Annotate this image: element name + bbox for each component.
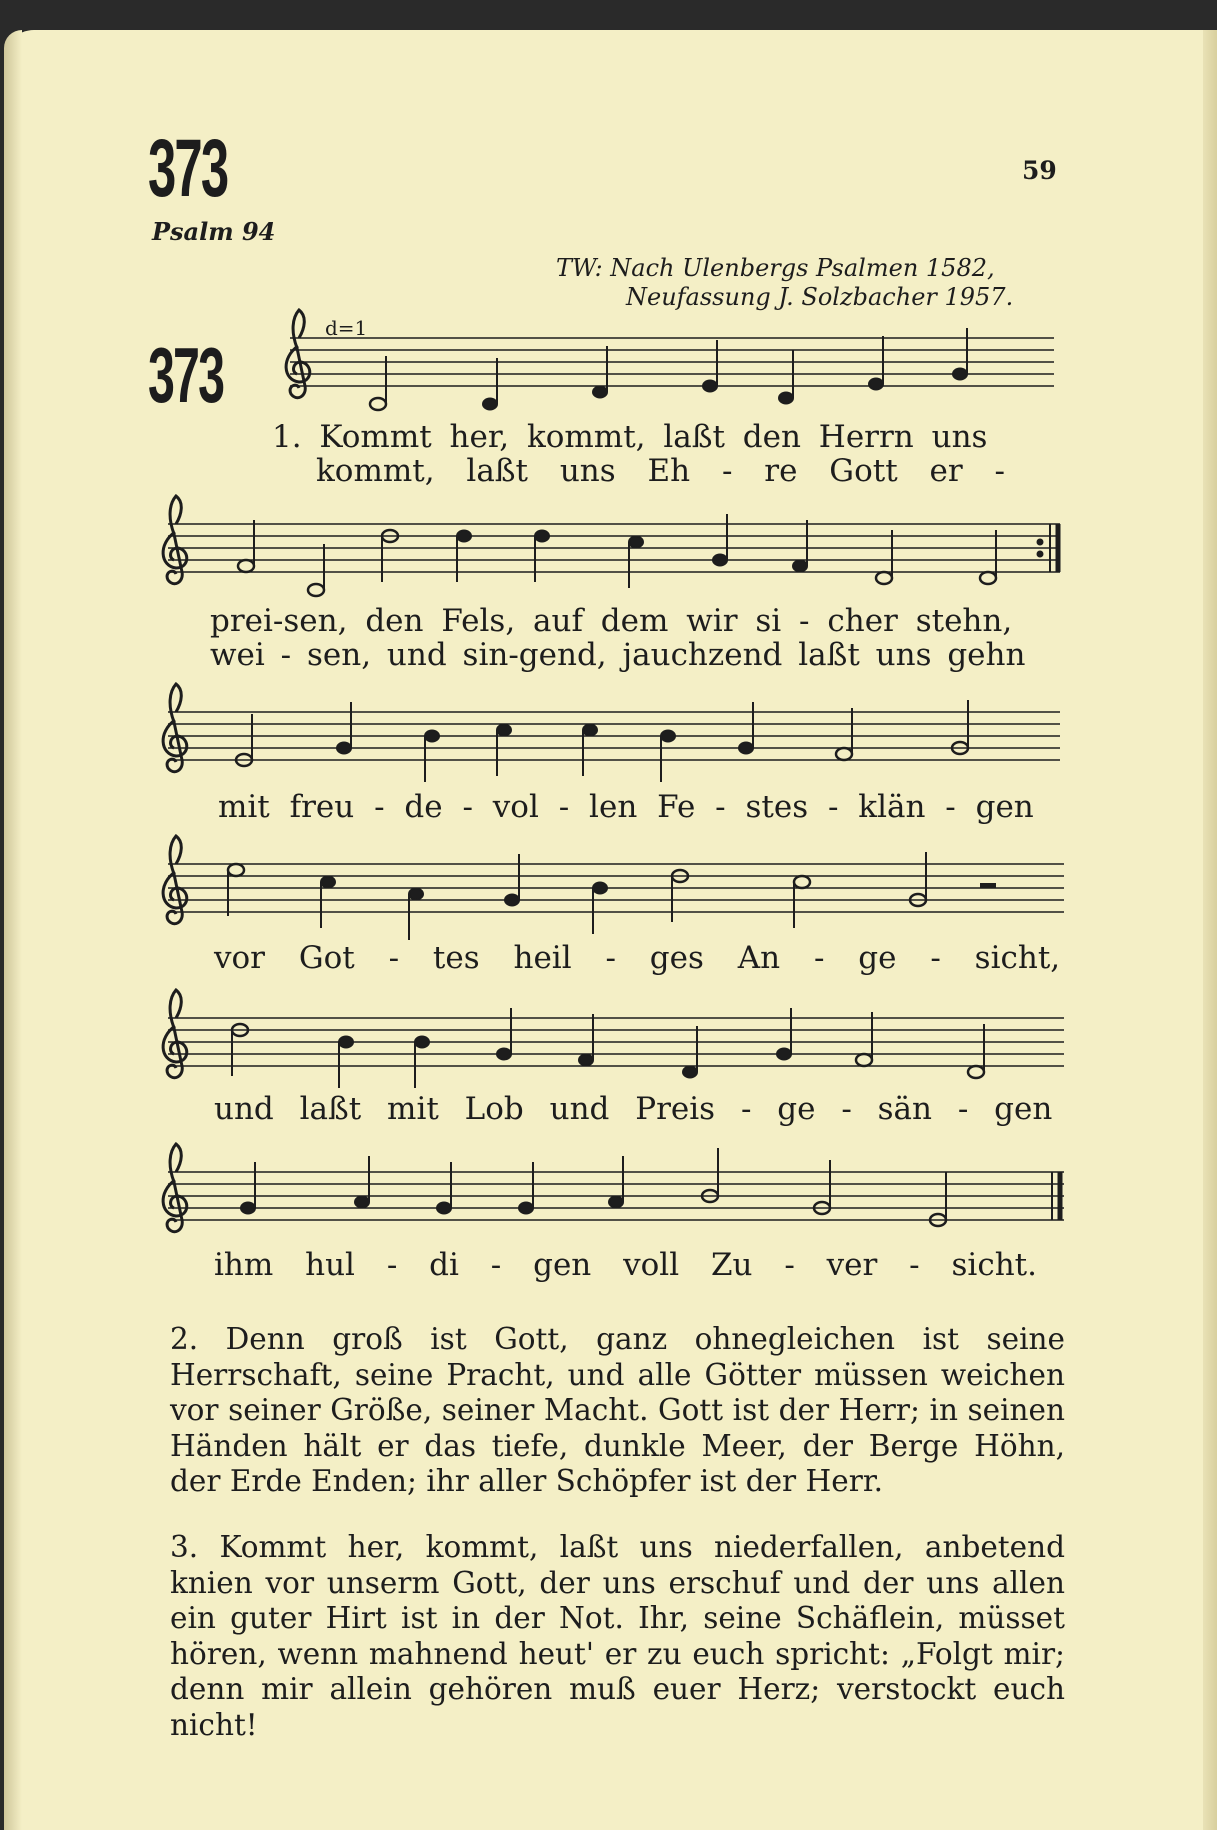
- lyrics-line-1-verse-1: 1. Kommt her, kommt, laßt den Herrn uns: [272, 419, 988, 455]
- treble-clef-1: [286, 310, 310, 398]
- treble-clef-2: [163, 496, 187, 584]
- notes-staff-6: [241, 1148, 946, 1226]
- lyrics-line-1-verse-2: kommt, laßt uns Eh - re Gott er -: [316, 453, 1005, 489]
- notes-staff-5: [232, 1008, 984, 1088]
- lyrics-line-4: vor Got - tes heil - ges An - ge - sicht,: [214, 940, 1061, 976]
- treble-clef-4: [163, 836, 187, 924]
- treble-clef-5: [163, 990, 187, 1078]
- page-number: 59: [1022, 156, 1057, 185]
- lyrics-line-5: und laßt mit Lob und Preis - ge - sän - gen: [214, 1091, 1053, 1127]
- verse-2: 2. Denn groß ist Gott, ganz ohnegleichen ist seine Herrschaft, seine Pracht, und alle Götter müssen weichen vor seiner Größe, seiner Macht. Gott ist der Herr; in seinen Händen hält er das tiefe, dunkle Meer, der Berge Höhn, der Erde Enden; ihr aller Schöpfer ist der Herr.: [170, 1322, 1065, 1498]
- hymn-number-heading: 373: [148, 123, 228, 214]
- tempo-mark: d=1: [325, 316, 368, 340]
- treble-clef-6: [163, 1144, 187, 1232]
- lyrics-line-6: ihm hul - di - gen voll Zu - ver - sicht.: [214, 1247, 1037, 1283]
- notes-staff-1: [370, 328, 967, 410]
- staff-1: [290, 338, 1054, 386]
- psalm-reference: Psalm 94: [152, 217, 276, 246]
- staff-3: [168, 712, 1060, 760]
- staff-2: [168, 524, 1060, 572]
- lyrics-line-2-verse-2: wei - sen, und sin-gend, jauchzend laßt uns gehn: [210, 637, 1026, 673]
- lyrics-line-2-verse-1: prei-sen, den Fels, auf dem wir si - cher stehn,: [210, 603, 1013, 639]
- notes-staff-4: [228, 852, 996, 940]
- verse-3: 3. Kommt her, kommt, laßt uns niederfallen, anbetend knien vor unserm Gott, der uns erschuf und der uns allen ein guter Hirt ist in der Not. Ihr, seine Schäflein, müsset hören, wenn mahnend heut' er zu euch spricht: „Folgt mir; denn mir allein gehören muß euer Herz; verstockt euch nicht!: [170, 1530, 1065, 1742]
- credit-line-2: Neufassung J. Solzbacher 1957.: [626, 283, 1014, 311]
- staff-5: [168, 1018, 1064, 1066]
- hymn-number-label: 373: [148, 331, 224, 419]
- lyrics-line-3: mit freu - de - vol - len Fe - stes - klän - gen: [218, 789, 1034, 825]
- credit-line-1: TW: Nach Ulenbergs Psalmen 1582,: [556, 254, 995, 282]
- notes-staff-2: [238, 514, 1043, 596]
- treble-clef-3: [163, 684, 187, 772]
- staff-4: [168, 864, 1064, 912]
